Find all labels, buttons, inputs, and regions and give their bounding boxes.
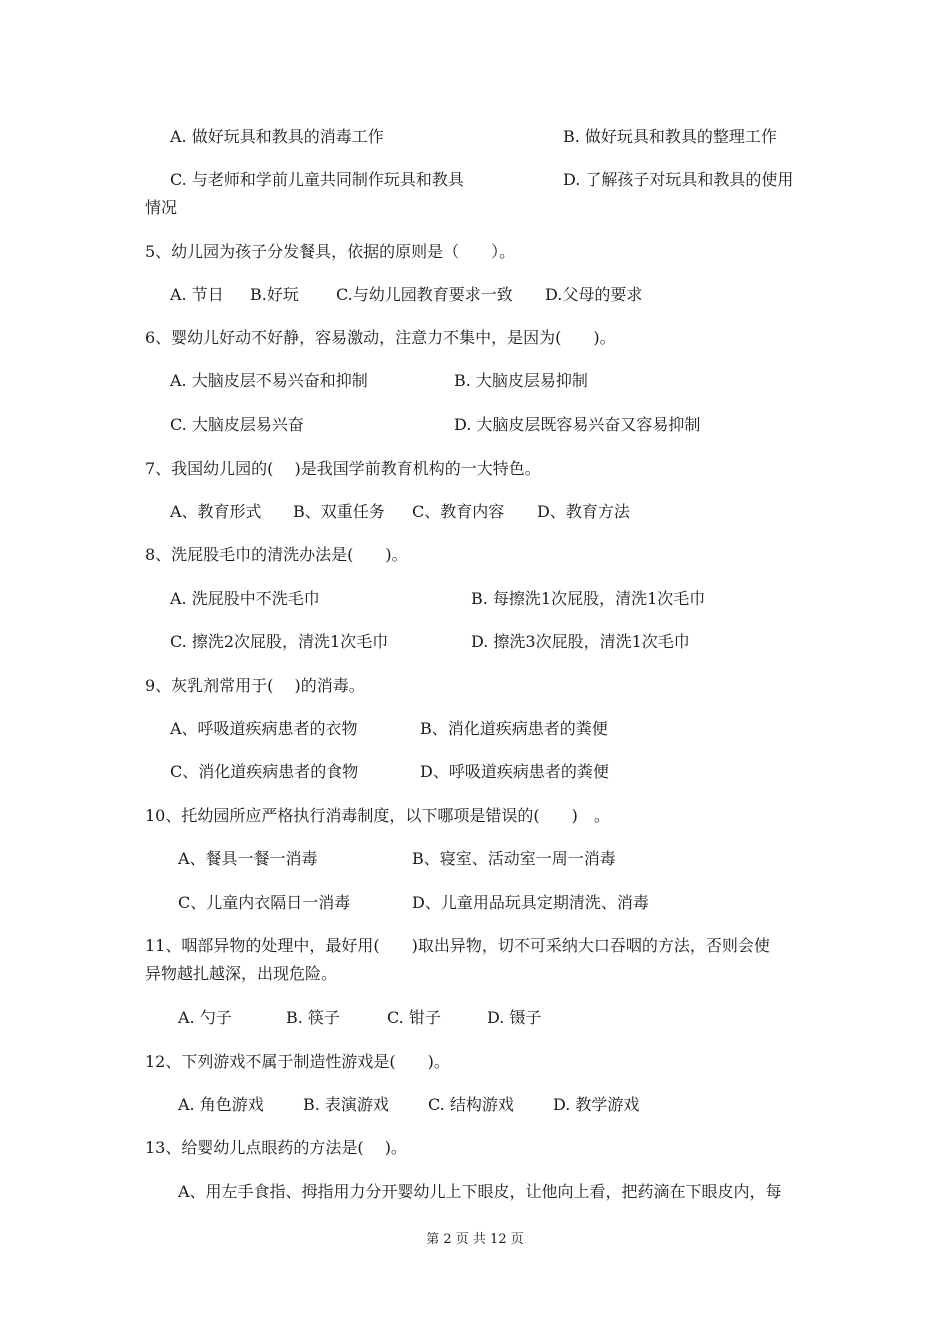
q6-stem: 6、婴幼儿好动不好静，容易激动，注意力不集中，是因为( )。 <box>145 328 616 347</box>
q9-option-c: C、消化道疾病患者的食物 <box>170 762 359 781</box>
q12-option-b: B. 表演游戏 <box>303 1095 389 1114</box>
q4-option-d: D. 了解孩子对玩具和教具的使用 <box>563 170 794 189</box>
q7-stem: 7、我国幼儿园的( )是我国学前教育机构的一大特色。 <box>145 459 541 478</box>
q12-option-d: D. 教学游戏 <box>553 1095 640 1114</box>
q7-option-c: C、教育内容 <box>412 502 505 521</box>
q6-option-a: A. 大脑皮层不易兴奋和抑制 <box>170 371 368 390</box>
q13-option-a: A、用左手食指、拇指用力分开婴幼儿上下眼皮，让他向上看，把药滴在下眼皮内，每 <box>178 1182 782 1201</box>
q11-option-a: A. 勺子 <box>178 1008 232 1027</box>
q5-stem: 5、幼儿园为孩子分发餐具，依据的原则是（ ）。 <box>145 242 516 261</box>
q9-option-a: A、呼吸道疾病患者的衣物 <box>170 719 358 738</box>
q4-option-a: A. 做好玩具和教具的消毒工作 <box>170 127 384 146</box>
q8-stem: 8、洗屁股毛巾的清洗办法是( )。 <box>145 545 408 564</box>
q9-option-d: D、呼吸道疾病患者的粪便 <box>420 762 609 781</box>
q7-option-d: D、教育方法 <box>537 502 630 521</box>
q9-stem: 9、灰乳剂常用于( )的消毒。 <box>145 676 365 695</box>
q6-option-b: B. 大脑皮层易抑制 <box>454 371 588 390</box>
q8-option-c: C. 擦洗2次屁股，清洗1次毛巾 <box>170 632 389 651</box>
q5-option-b: B.好玩 <box>250 285 299 304</box>
q5-option-a: A. 节日 <box>170 285 224 304</box>
q8-option-b: B. 每擦洗1次屁股，清洗1次毛巾 <box>471 589 706 608</box>
q10-option-a: A、餐具一餐一消毒 <box>178 849 318 868</box>
q10-option-b: B、寝室、活动室一周一消毒 <box>412 849 616 868</box>
q10-option-c: C、儿童内衣隔日一消毒 <box>178 893 351 912</box>
q7-option-b: B、双重任务 <box>293 502 385 521</box>
q5-option-d: D.父母的要求 <box>545 285 643 304</box>
q7-option-a: A、教育形式 <box>170 502 262 521</box>
q9-option-b: B、消化道疾病患者的粪便 <box>420 719 608 738</box>
page-footer: 第 2 页 共 12 页 <box>426 1232 524 1247</box>
q13-stem: 13、给婴幼儿点眼药的方法是( )。 <box>145 1138 407 1157</box>
q11-stem-continuation: 异物越扎越深，出现危险。 <box>145 964 338 983</box>
q11-option-c: C. 钳子 <box>387 1008 441 1027</box>
q4-option-b: B. 做好玩具和教具的整理工作 <box>563 127 777 146</box>
q11-stem: 11、咽部异物的处理中，最好用( )取出异物，切不可采纳大口吞咽的方法，否则会使 <box>145 936 770 955</box>
q10-option-d: D、儿童用品玩具定期清洗、消毒 <box>412 893 649 912</box>
q11-option-d: D. 镊子 <box>487 1008 542 1027</box>
q11-option-b: B. 筷子 <box>286 1008 340 1027</box>
q8-option-d: D. 擦洗3次屁股，清洗1次毛巾 <box>471 632 690 651</box>
q4-option-d-continuation: 情况 <box>145 198 178 217</box>
q6-option-d: D. 大脑皮层既容易兴奋又容易抑制 <box>454 415 701 434</box>
q5-option-c: C.与幼儿园教育要求一致 <box>336 285 513 304</box>
q12-option-c: C. 结构游戏 <box>428 1095 514 1114</box>
q10-stem: 10、托幼园所应严格执行消毒制度，以下哪项是错误的( ) 。 <box>145 806 610 825</box>
q8-option-a: A. 洗屁股中不洗毛巾 <box>170 589 320 608</box>
q12-stem: 12、下列游戏不属于制造性游戏是( )。 <box>145 1052 450 1071</box>
q12-option-a: A. 角色游戏 <box>178 1095 264 1114</box>
q6-option-c: C. 大脑皮层易兴奋 <box>170 415 304 434</box>
q4-option-c: C. 与老师和学前儿童共同制作玩具和教具 <box>170 170 464 189</box>
